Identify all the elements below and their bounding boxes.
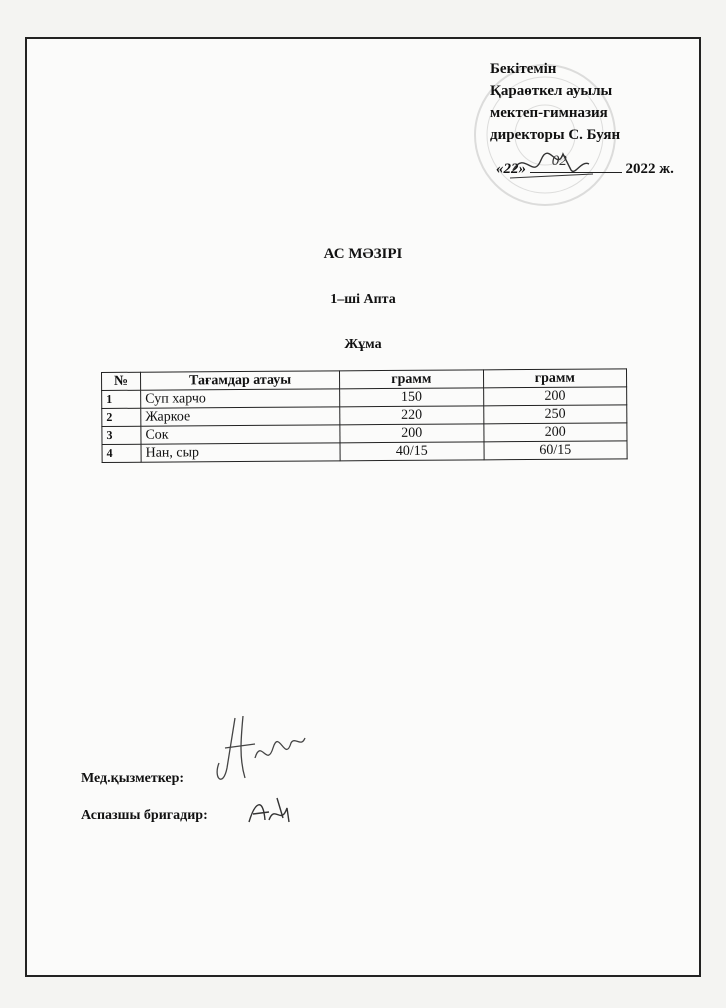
grams-2: 250 <box>483 405 627 424</box>
document-day: Жұма <box>344 337 382 352</box>
row-number: 4 <box>102 444 141 462</box>
dish-name: Жаркое <box>141 407 340 426</box>
grams-1: 150 <box>340 388 484 407</box>
row-number: 3 <box>102 426 141 444</box>
header-number: № <box>102 372 141 390</box>
table-row <box>102 441 627 463</box>
medic-label: Мед.қызметкер: <box>81 771 185 786</box>
grams-1: 220 <box>340 406 484 425</box>
medic-signature <box>205 708 315 798</box>
approval-school: мектеп-гимназия <box>490 105 608 121</box>
approval-date-year: 2022 ж. <box>625 161 674 177</box>
approval-heading: Бекітемін <box>490 61 557 77</box>
approval-director: директоры С. Буян <box>490 127 621 143</box>
dish-name: Суп харчо <box>141 389 340 408</box>
header-grams-2: грамм <box>483 369 627 388</box>
approval-date-month: 02 <box>551 153 567 169</box>
document-title: АС МӘЗІРІ <box>323 246 403 262</box>
dish-name: Нан, сыр <box>141 443 340 462</box>
grams-2: 60/15 <box>483 441 627 460</box>
header-grams-1: грамм <box>339 370 483 389</box>
approval-date-day: «22» <box>496 161 526 177</box>
director-signature <box>505 140 595 190</box>
grams-1: 40/15 <box>340 442 484 461</box>
cook-label: Аспазшы бригадир: <box>81 808 208 823</box>
grams-2: 200 <box>483 423 627 442</box>
document-week: 1–ші Апта <box>330 292 396 307</box>
header-dish-name: Тағамдар атауы <box>141 371 340 390</box>
approval-village: Қараөткел ауылы <box>490 83 613 99</box>
grams-2: 200 <box>483 387 627 406</box>
menu-table <box>101 368 628 463</box>
cook-signature <box>243 792 303 832</box>
row-number: 2 <box>102 408 141 426</box>
grams-1: 200 <box>340 424 484 443</box>
row-number: 1 <box>102 390 141 408</box>
dish-name: Сок <box>141 425 340 444</box>
